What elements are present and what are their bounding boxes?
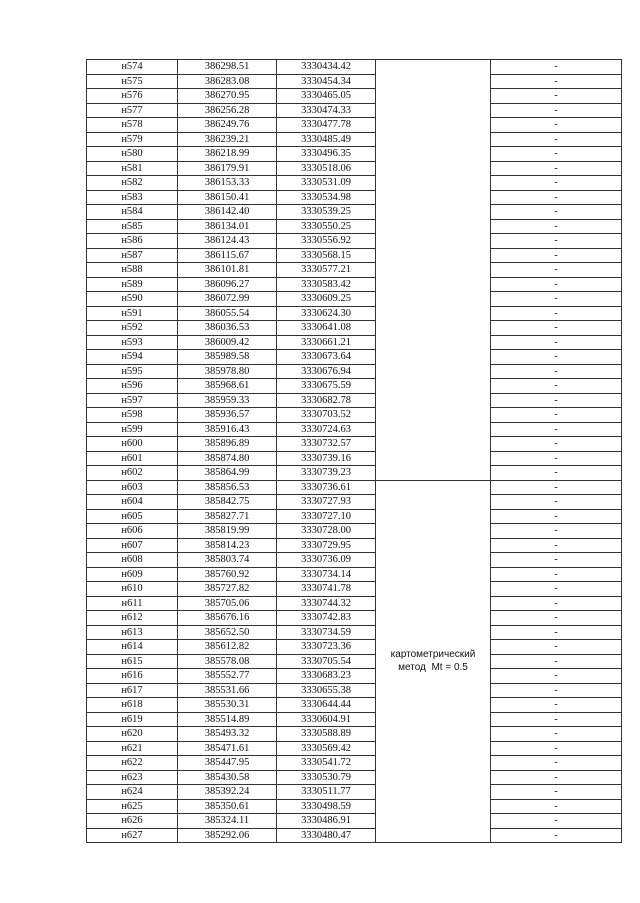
point-id-cell: н625 [87, 799, 178, 814]
accuracy-cell: - [491, 814, 622, 829]
accuracy-cell: - [491, 509, 622, 524]
table-row [87, 712, 622, 727]
accuracy-cell: - [491, 176, 622, 191]
table-row [87, 219, 622, 234]
point-id-cell: н602 [87, 466, 178, 481]
table-row [87, 741, 622, 756]
y-coordinate-cell: 3330724.63 [277, 422, 376, 437]
x-coordinate-cell: 386150.41 [178, 190, 277, 205]
accuracy-cell: - [491, 103, 622, 118]
point-id-cell: н609 [87, 567, 178, 582]
y-coordinate-cell: 3330728.00 [277, 524, 376, 539]
accuracy-cell: - [491, 350, 622, 365]
x-coordinate-cell: 386055.54 [178, 306, 277, 321]
accuracy-cell: - [491, 364, 622, 379]
accuracy-cell: - [491, 538, 622, 553]
x-coordinate-cell: 385552.77 [178, 669, 277, 684]
point-id-cell: н616 [87, 669, 178, 684]
point-id-cell: н592 [87, 321, 178, 336]
table-row [87, 538, 622, 553]
x-coordinate-cell: 385676.16 [178, 611, 277, 626]
y-coordinate-cell: 3330703.52 [277, 408, 376, 423]
table-row [87, 176, 622, 191]
point-id-cell: н600 [87, 437, 178, 452]
x-coordinate-cell: 385612.82 [178, 640, 277, 655]
table-row [87, 263, 622, 278]
y-coordinate-cell: 3330729.95 [277, 538, 376, 553]
table-row [87, 103, 622, 118]
x-coordinate-cell: 386283.08 [178, 74, 277, 89]
x-coordinate-cell: 386249.76 [178, 118, 277, 133]
y-coordinate-cell: 3330683.23 [277, 669, 376, 684]
point-id-cell: н611 [87, 596, 178, 611]
accuracy-cell: - [491, 727, 622, 742]
x-coordinate-cell: 386153.33 [178, 176, 277, 191]
table-row [87, 437, 622, 452]
point-id-cell: н599 [87, 422, 178, 437]
accuracy-cell: - [491, 74, 622, 89]
table-row [87, 785, 622, 800]
accuracy-cell: - [491, 596, 622, 611]
y-coordinate-cell: 3330568.15 [277, 248, 376, 263]
point-id-cell: н593 [87, 335, 178, 350]
x-coordinate-cell: 385827.71 [178, 509, 277, 524]
y-coordinate-cell: 3330736.09 [277, 553, 376, 568]
y-coordinate-cell: 3330739.23 [277, 466, 376, 481]
point-id-cell: н576 [87, 89, 178, 104]
x-coordinate-cell: 385578.08 [178, 654, 277, 669]
point-id-cell: н574 [87, 60, 178, 75]
y-coordinate-cell: 3330556.92 [277, 234, 376, 249]
table-row [87, 640, 622, 655]
coordinates-table [86, 59, 622, 843]
table-row [87, 524, 622, 539]
table-row [87, 466, 622, 481]
table-row [87, 625, 622, 640]
point-id-cell: н604 [87, 495, 178, 510]
y-coordinate-cell: 3330539.25 [277, 205, 376, 220]
table-row [87, 567, 622, 582]
x-coordinate-cell: 385350.61 [178, 799, 277, 814]
point-id-cell: н575 [87, 74, 178, 89]
accuracy-cell: - [491, 393, 622, 408]
table-row [87, 756, 622, 771]
x-coordinate-cell: 385493.32 [178, 727, 277, 742]
y-coordinate-cell: 3330742.83 [277, 611, 376, 626]
x-coordinate-cell: 385896.89 [178, 437, 277, 452]
accuracy-cell: - [491, 292, 622, 307]
accuracy-cell: - [491, 118, 622, 133]
table-row [87, 727, 622, 742]
method-cell [376, 480, 491, 843]
x-coordinate-cell: 385856.53 [178, 480, 277, 495]
accuracy-cell: - [491, 306, 622, 321]
y-coordinate-cell: 3330474.33 [277, 103, 376, 118]
y-coordinate-cell: 3330705.54 [277, 654, 376, 669]
accuracy-cell: - [491, 379, 622, 394]
accuracy-cell: - [491, 698, 622, 713]
point-id-cell: н584 [87, 205, 178, 220]
accuracy-cell: - [491, 785, 622, 800]
y-coordinate-cell: 3330511.77 [277, 785, 376, 800]
point-id-cell: н579 [87, 132, 178, 147]
y-coordinate-cell: 3330530.79 [277, 770, 376, 785]
table-row [87, 205, 622, 220]
table-row [87, 393, 622, 408]
point-id-cell: н597 [87, 393, 178, 408]
x-coordinate-cell: 386009.42 [178, 335, 277, 350]
point-id-cell: н607 [87, 538, 178, 553]
y-coordinate-cell: 3330604.91 [277, 712, 376, 727]
accuracy-cell: - [491, 828, 622, 843]
accuracy-cell: - [491, 466, 622, 481]
table-row [87, 611, 622, 626]
x-coordinate-cell: 385842.75 [178, 495, 277, 510]
accuracy-cell: - [491, 205, 622, 220]
x-coordinate-cell: 385531.66 [178, 683, 277, 698]
table-row [87, 698, 622, 713]
point-id-cell: н580 [87, 147, 178, 162]
point-id-cell: н577 [87, 103, 178, 118]
x-coordinate-cell: 385936.57 [178, 408, 277, 423]
accuracy-cell: - [491, 422, 622, 437]
x-coordinate-cell: 386270.95 [178, 89, 277, 104]
table-row [87, 89, 622, 104]
accuracy-cell: - [491, 277, 622, 292]
x-coordinate-cell: 386036.53 [178, 321, 277, 336]
x-coordinate-cell: 385292.06 [178, 828, 277, 843]
y-coordinate-cell: 3330744.32 [277, 596, 376, 611]
x-coordinate-cell: 385471.61 [178, 741, 277, 756]
y-coordinate-cell: 3330641.08 [277, 321, 376, 336]
accuracy-cell: - [491, 741, 622, 756]
accuracy-cell: - [491, 60, 622, 75]
accuracy-cell: - [491, 408, 622, 423]
table-row [87, 277, 622, 292]
y-coordinate-cell: 3330675.59 [277, 379, 376, 394]
x-coordinate-cell: 386218.99 [178, 147, 277, 162]
y-coordinate-cell: 3330486.91 [277, 814, 376, 829]
point-id-cell: н626 [87, 814, 178, 829]
point-id-cell: н608 [87, 553, 178, 568]
x-coordinate-cell: 386124.43 [178, 234, 277, 249]
point-id-cell: н622 [87, 756, 178, 771]
accuracy-cell: - [491, 582, 622, 597]
point-id-cell: н614 [87, 640, 178, 655]
y-coordinate-cell: 3330454.34 [277, 74, 376, 89]
point-id-cell: н596 [87, 379, 178, 394]
point-id-cell: н620 [87, 727, 178, 742]
accuracy-cell: - [491, 132, 622, 147]
y-coordinate-cell: 3330661.21 [277, 335, 376, 350]
point-id-cell: н615 [87, 654, 178, 669]
accuracy-cell: - [491, 321, 622, 336]
point-id-cell: н627 [87, 828, 178, 843]
y-coordinate-cell: 3330588.89 [277, 727, 376, 742]
point-id-cell: н621 [87, 741, 178, 756]
point-id-cell: н605 [87, 509, 178, 524]
table-row [87, 234, 622, 249]
y-coordinate-cell: 3330434.42 [277, 60, 376, 75]
point-id-cell: н601 [87, 451, 178, 466]
y-coordinate-cell: 3330732.57 [277, 437, 376, 452]
x-coordinate-cell: 385430.58 [178, 770, 277, 785]
accuracy-cell: - [491, 770, 622, 785]
accuracy-cell: - [491, 234, 622, 249]
point-id-cell: н586 [87, 234, 178, 249]
method-cell-empty [376, 60, 491, 481]
y-coordinate-cell: 3330550.25 [277, 219, 376, 234]
point-id-cell: н581 [87, 161, 178, 176]
y-coordinate-cell: 3330655.38 [277, 683, 376, 698]
accuracy-cell: - [491, 654, 622, 669]
y-coordinate-cell: 3330569.42 [277, 741, 376, 756]
y-coordinate-cell: 3330676.94 [277, 364, 376, 379]
accuracy-cell: - [491, 640, 622, 655]
accuracy-cell: - [491, 451, 622, 466]
accuracy-cell: - [491, 263, 622, 278]
x-coordinate-cell: 385392.24 [178, 785, 277, 800]
table-row [87, 480, 622, 495]
table-row [87, 190, 622, 205]
table-row [87, 306, 622, 321]
y-coordinate-cell: 3330541.72 [277, 756, 376, 771]
accuracy-cell: - [491, 495, 622, 510]
point-id-cell: н618 [87, 698, 178, 713]
x-coordinate-cell: 386072.99 [178, 292, 277, 307]
table-row [87, 799, 622, 814]
y-coordinate-cell: 3330577.21 [277, 263, 376, 278]
x-coordinate-cell: 385514.89 [178, 712, 277, 727]
accuracy-cell: - [491, 611, 622, 626]
table-row [87, 161, 622, 176]
accuracy-cell: - [491, 437, 622, 452]
point-id-cell: н613 [87, 625, 178, 640]
table-row [87, 74, 622, 89]
point-id-cell: н585 [87, 219, 178, 234]
accuracy-cell: - [491, 712, 622, 727]
point-id-cell: н598 [87, 408, 178, 423]
x-coordinate-cell: 385324.11 [178, 814, 277, 829]
y-coordinate-cell: 3330727.93 [277, 495, 376, 510]
y-coordinate-cell: 3330734.14 [277, 567, 376, 582]
x-coordinate-cell: 386096.27 [178, 277, 277, 292]
y-coordinate-cell: 3330624.30 [277, 306, 376, 321]
x-coordinate-cell: 385968.61 [178, 379, 277, 394]
y-coordinate-cell: 3330465.05 [277, 89, 376, 104]
y-coordinate-cell: 3330496.35 [277, 147, 376, 162]
y-coordinate-cell: 3330583.42 [277, 277, 376, 292]
x-coordinate-cell: 386239.21 [178, 132, 277, 147]
point-id-cell: н619 [87, 712, 178, 727]
table-row [87, 335, 622, 350]
x-coordinate-cell: 385814.23 [178, 538, 277, 553]
table-row [87, 364, 622, 379]
point-id-cell: н624 [87, 785, 178, 800]
point-id-cell: н610 [87, 582, 178, 597]
table-row [87, 770, 622, 785]
table-row [87, 828, 622, 843]
y-coordinate-cell: 3330534.98 [277, 190, 376, 205]
point-id-cell: н589 [87, 277, 178, 292]
x-coordinate-cell: 385819.99 [178, 524, 277, 539]
y-coordinate-cell: 3330480.47 [277, 828, 376, 843]
accuracy-cell: - [491, 89, 622, 104]
accuracy-cell: - [491, 683, 622, 698]
table-row [87, 669, 622, 684]
table-row [87, 495, 622, 510]
point-id-cell: н603 [87, 480, 178, 495]
point-id-cell: н583 [87, 190, 178, 205]
y-coordinate-cell: 3330518.06 [277, 161, 376, 176]
table-row [87, 683, 622, 698]
table-row [87, 582, 622, 597]
y-coordinate-cell: 3330485.49 [277, 132, 376, 147]
table-row [87, 350, 622, 365]
table-row [87, 147, 622, 162]
x-coordinate-cell: 386115.67 [178, 248, 277, 263]
table-row [87, 118, 622, 133]
x-coordinate-cell: 386256.28 [178, 103, 277, 118]
point-id-cell: н591 [87, 306, 178, 321]
table-row [87, 408, 622, 423]
accuracy-cell: - [491, 756, 622, 771]
x-coordinate-cell: 385760.92 [178, 567, 277, 582]
x-coordinate-cell: 385978.80 [178, 364, 277, 379]
x-coordinate-cell: 385874.80 [178, 451, 277, 466]
table-row [87, 814, 622, 829]
accuracy-cell: - [491, 567, 622, 582]
point-id-cell: н623 [87, 770, 178, 785]
accuracy-cell: - [491, 147, 622, 162]
x-coordinate-cell: 385959.33 [178, 393, 277, 408]
x-coordinate-cell: 385652.50 [178, 625, 277, 640]
y-coordinate-cell: 3330736.61 [277, 480, 376, 495]
x-coordinate-cell: 386179.91 [178, 161, 277, 176]
table-row [87, 132, 622, 147]
x-coordinate-cell: 385447.95 [178, 756, 277, 771]
x-coordinate-cell: 385727.82 [178, 582, 277, 597]
point-id-cell: н587 [87, 248, 178, 263]
point-id-cell: н595 [87, 364, 178, 379]
accuracy-cell: - [491, 335, 622, 350]
point-id-cell: н617 [87, 683, 178, 698]
accuracy-cell: - [491, 480, 622, 495]
y-coordinate-cell: 3330498.59 [277, 799, 376, 814]
table-row [87, 596, 622, 611]
x-coordinate-cell: 385705.06 [178, 596, 277, 611]
table-row [87, 379, 622, 394]
table-row [87, 654, 622, 669]
accuracy-cell: - [491, 799, 622, 814]
y-coordinate-cell: 3330477.78 [277, 118, 376, 133]
y-coordinate-cell: 3330739.16 [277, 451, 376, 466]
point-id-cell: н588 [87, 263, 178, 278]
x-coordinate-cell: 386298.51 [178, 60, 277, 75]
accuracy-cell: - [491, 625, 622, 640]
x-coordinate-cell: 386134.01 [178, 219, 277, 234]
accuracy-cell: - [491, 524, 622, 539]
accuracy-cell: - [491, 553, 622, 568]
coordinates-table-body [87, 60, 622, 843]
table-row [87, 248, 622, 263]
x-coordinate-cell: 385916.43 [178, 422, 277, 437]
table-row [87, 60, 622, 75]
x-coordinate-cell: 386142.40 [178, 205, 277, 220]
x-coordinate-cell: 386101.81 [178, 263, 277, 278]
table-row [87, 509, 622, 524]
accuracy-cell: - [491, 161, 622, 176]
y-coordinate-cell: 3330673.64 [277, 350, 376, 365]
y-coordinate-cell: 3330609.25 [277, 292, 376, 307]
method-line-1: картометрический [390, 649, 476, 661]
y-coordinate-cell: 3330741.78 [277, 582, 376, 597]
accuracy-cell: - [491, 190, 622, 205]
point-id-cell: н606 [87, 524, 178, 539]
x-coordinate-cell: 385803.74 [178, 553, 277, 568]
table-row [87, 422, 622, 437]
y-coordinate-cell: 3330531.09 [277, 176, 376, 191]
point-id-cell: н612 [87, 611, 178, 626]
table-row [87, 321, 622, 336]
y-coordinate-cell: 3330734.59 [277, 625, 376, 640]
y-coordinate-cell: 3330682.78 [277, 393, 376, 408]
x-coordinate-cell: 385864.99 [178, 466, 277, 481]
method-line-2: метод Mt = 0.5 [398, 662, 468, 674]
y-coordinate-cell: 3330644.44 [277, 698, 376, 713]
table-row [87, 553, 622, 568]
accuracy-cell: - [491, 669, 622, 684]
x-coordinate-cell: 385989.58 [178, 350, 277, 365]
y-coordinate-cell: 3330727.10 [277, 509, 376, 524]
accuracy-cell: - [491, 248, 622, 263]
point-id-cell: н578 [87, 118, 178, 133]
table-row [87, 451, 622, 466]
point-id-cell: н582 [87, 176, 178, 191]
accuracy-cell: - [491, 219, 622, 234]
point-id-cell: н590 [87, 292, 178, 307]
y-coordinate-cell: 3330723.36 [277, 640, 376, 655]
table-row [87, 292, 622, 307]
x-coordinate-cell: 385530.31 [178, 698, 277, 713]
point-id-cell: н594 [87, 350, 178, 365]
